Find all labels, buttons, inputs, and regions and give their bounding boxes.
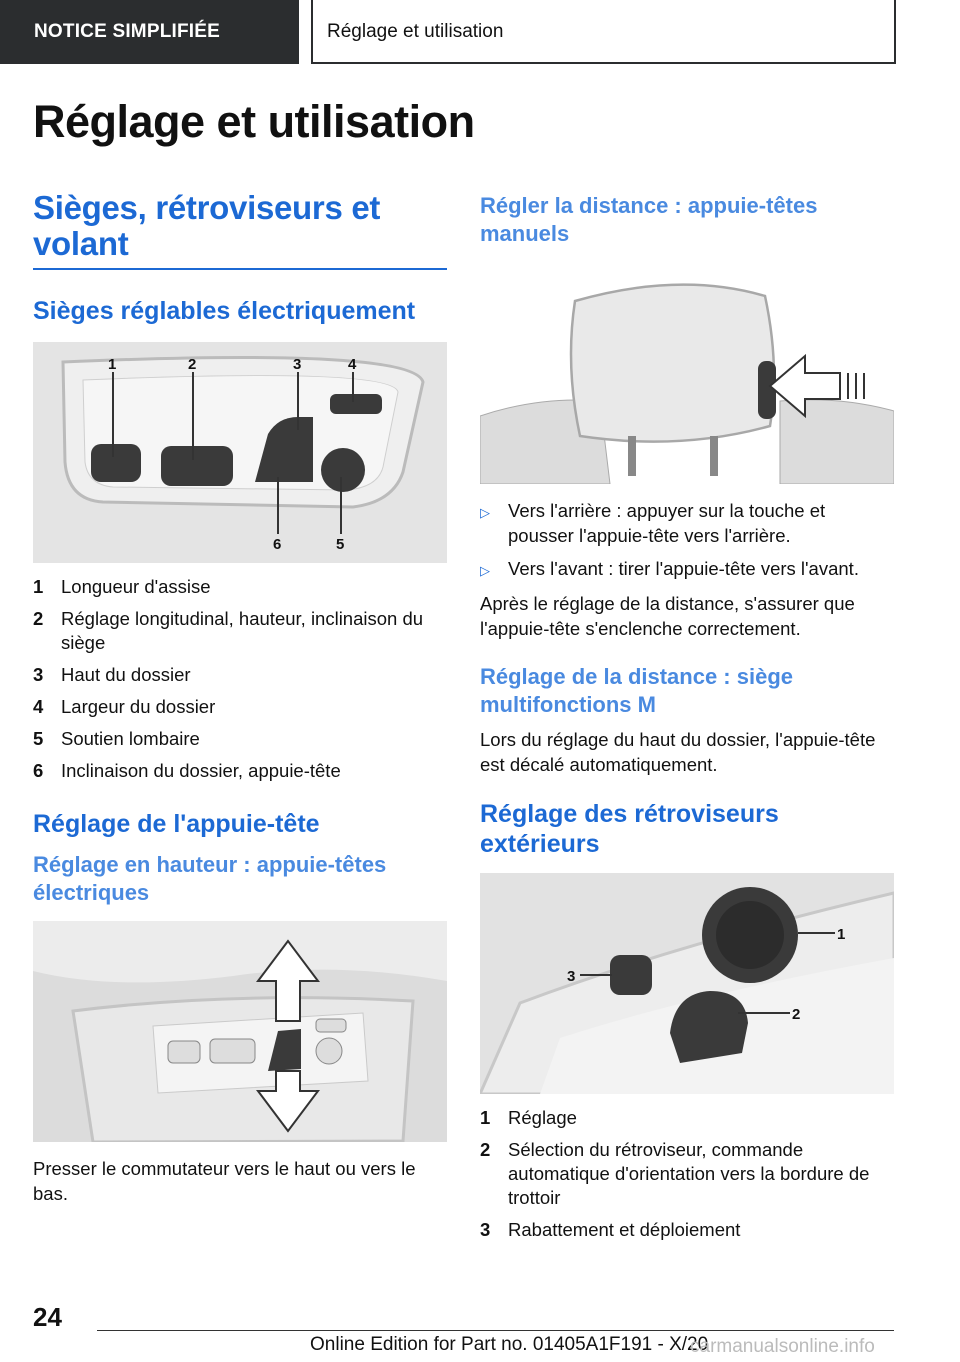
callout-6: 6 [273,536,282,553]
list-item: 3 Haut du dossier [33,664,191,685]
callout-1: 1 [108,356,117,373]
list-item: 3 Rabattement et déploiement [480,1219,741,1240]
callout-2: 2 [188,356,197,373]
headrest-height-figure [33,921,447,1142]
footer-divider [97,1330,894,1331]
seats-heading: Sièges réglables électriquement [33,297,416,325]
mirror-callout-2: 2 [792,1006,801,1023]
headrest-heading: Réglage de l'appuie-tête [33,810,320,838]
list-item: ▷ Vers l'arrière : appuyer sur la touche et pousser l'appuie-tête vers l'arrière. [480,500,826,546]
list-item: 4 Largeur du dossier [33,696,216,717]
mirror-controls-figure [480,873,894,1094]
seat-controls-legend [33,575,447,783]
height-adjust-text: Presser le commutateur vers le haut ou vers le bas. [33,1158,416,1204]
seat-controls-figure [33,342,447,563]
list-item: 5 Soutien lombaire [33,728,200,749]
page-title: Réglage et utilisation [33,96,475,147]
left-column [33,190,447,1206]
header-section-label: NOTICE SIMPLIFIÉE [0,0,299,64]
callout-4: 4 [348,356,357,373]
list-item: 1 Longueur d'assise [33,576,211,597]
page-number: 24 [33,1302,62,1332]
header-chapter-label: Réglage et utilisation [311,0,896,64]
headrest-distance-illustration [480,276,894,484]
watermark: carmanualsonline.info [690,1336,875,1357]
distance-manual-heading: Régler la distance : appuie-têtes manuels [480,193,818,246]
list-item: ▷ Vers l'avant : tirer l'appuie-tête vers l'avant. [480,558,859,579]
mirror-controls-legend [480,1106,894,1242]
list-item: 6 Inclinaison du dossier, appuie-tête [33,760,341,781]
headrest-height-illustration [33,921,447,1142]
seat-controls-illustration [33,342,447,563]
section-heading: Sièges, rétroviseurs et volant [33,190,447,270]
list-item: 2 Réglage longitudinal, hauteur, inclinaison du siège [33,608,424,653]
footer-edition: Online Edition for Part no. 01405A1F191 - X/20 [310,1334,709,1355]
right-column [480,192,894,1250]
multifunction-seat-heading: Réglage de la distance : siège multifonctions M [480,664,794,717]
headrest-distance-figure [480,276,894,484]
mirror-controls-illustration [480,873,894,1094]
mirrors-heading: Réglage des rétroviseurs extérieurs [480,800,779,858]
mirror-callout-1: 1 [837,926,846,943]
mirror-callout-3: 3 [567,968,576,985]
distance-steps [480,498,894,583]
multifunction-seat-text: Lors du réglage du haut du dossier, l'appuie-tête est décalé automatiquement. [480,729,876,775]
distance-after-text: Après le réglage de la distance, s'assurer que l'appuie-tête s'enclenche correctement. [480,593,855,639]
list-item: 2 Sélection du rétroviseur, commande automatique d'orientation vers la bordure de trottoir [480,1139,870,1208]
height-adjust-heading: Réglage en hauteur : appuie-têtes électriques [33,852,387,905]
callout-3: 3 [293,356,302,373]
callout-5: 5 [336,536,345,553]
list-item: 1 Réglage [480,1107,577,1128]
